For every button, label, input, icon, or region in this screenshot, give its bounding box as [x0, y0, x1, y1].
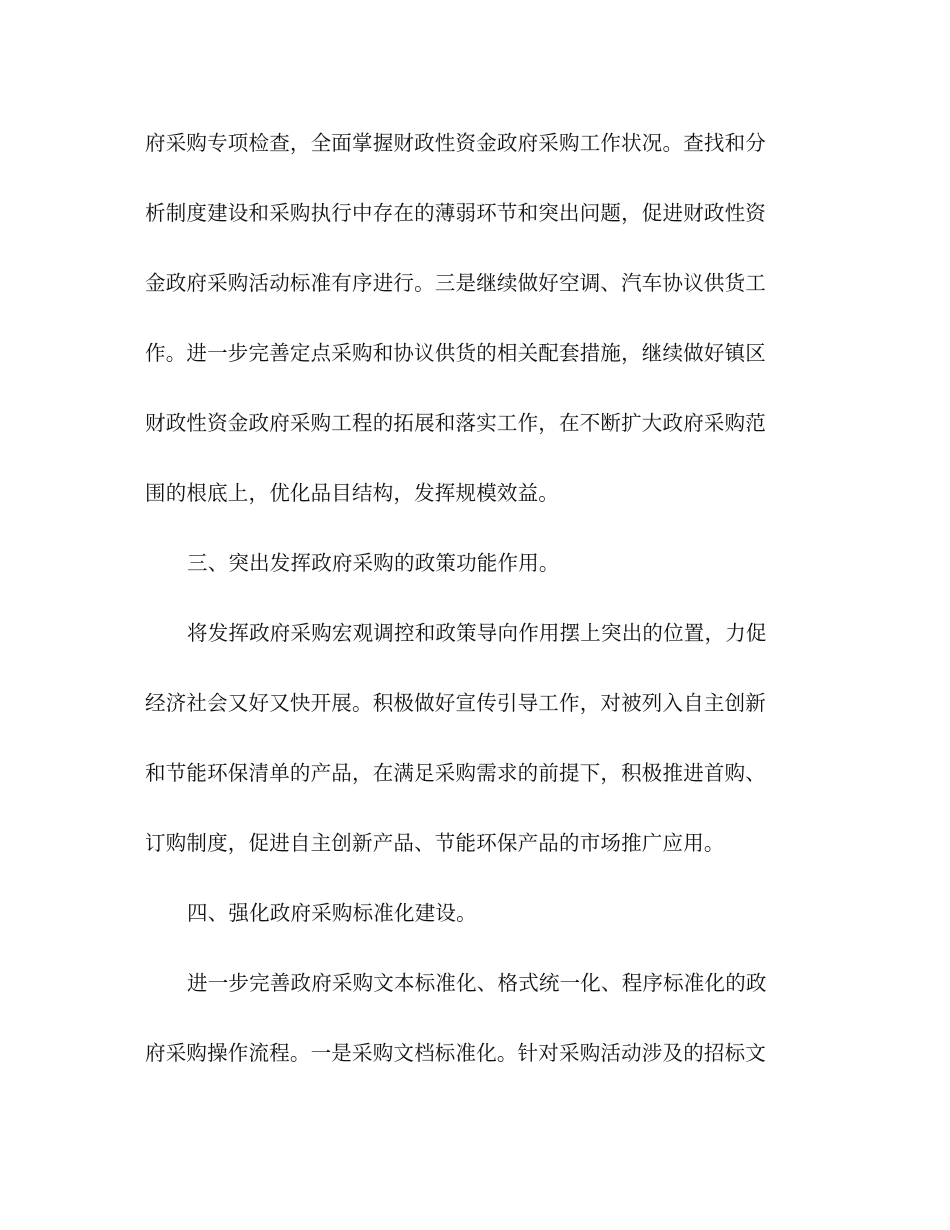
paragraph-line: 府采购专项检查，全面掌握财政性资金政府采购工作状况。查找和分 [145, 131, 766, 155]
paragraph-line: 和节能环保清单的产品，在满足采购需求的前提下，积极推进首购、 [145, 761, 766, 785]
paragraph-line: 析制度建设和采购执行中存在的薄弱环节和突出问题，促进财政性资 [145, 201, 766, 225]
paragraph-line: 将发挥政府采购宏观调控和政策导向作用摆上突出的位置，力促 [187, 621, 767, 645]
paragraph-line: 金政府采购活动标准有序进行。三是继续做好空调、汽车协议供货工 [145, 271, 766, 295]
paragraph-line: 府采购操作流程。一是采购文档标准化。针对采购活动涉及的招标文 [145, 1041, 766, 1065]
paragraph-line: 财政性资金政府采购工程的拓展和落实工作，在不断扩大政府采购范 [145, 411, 766, 435]
section-heading: 四、强化政府采购标准化建设。 [187, 901, 477, 925]
paragraph-line: 订购制度，促进自主创新产品、节能环保产品的市场推广应用。 [145, 831, 725, 855]
body-text [145, 120, 805, 1100]
paragraph-line: 进一步完善政府采购文本标准化、格式统一化、程序标准化的政 [187, 971, 767, 995]
paragraph-line: 经济社会又好又快开展。积极做好宣传引导工作，对被列入自主创新 [145, 691, 766, 715]
paragraph-line: 围的根底上，优化品目结构，发挥规模效益。 [145, 481, 559, 505]
paragraph-line: 作。进一步完善定点采购和协议供货的相关配套措施，继续做好镇区 [145, 341, 766, 365]
section-heading: 三、突出发挥政府采购的政策功能作用。 [187, 551, 560, 575]
